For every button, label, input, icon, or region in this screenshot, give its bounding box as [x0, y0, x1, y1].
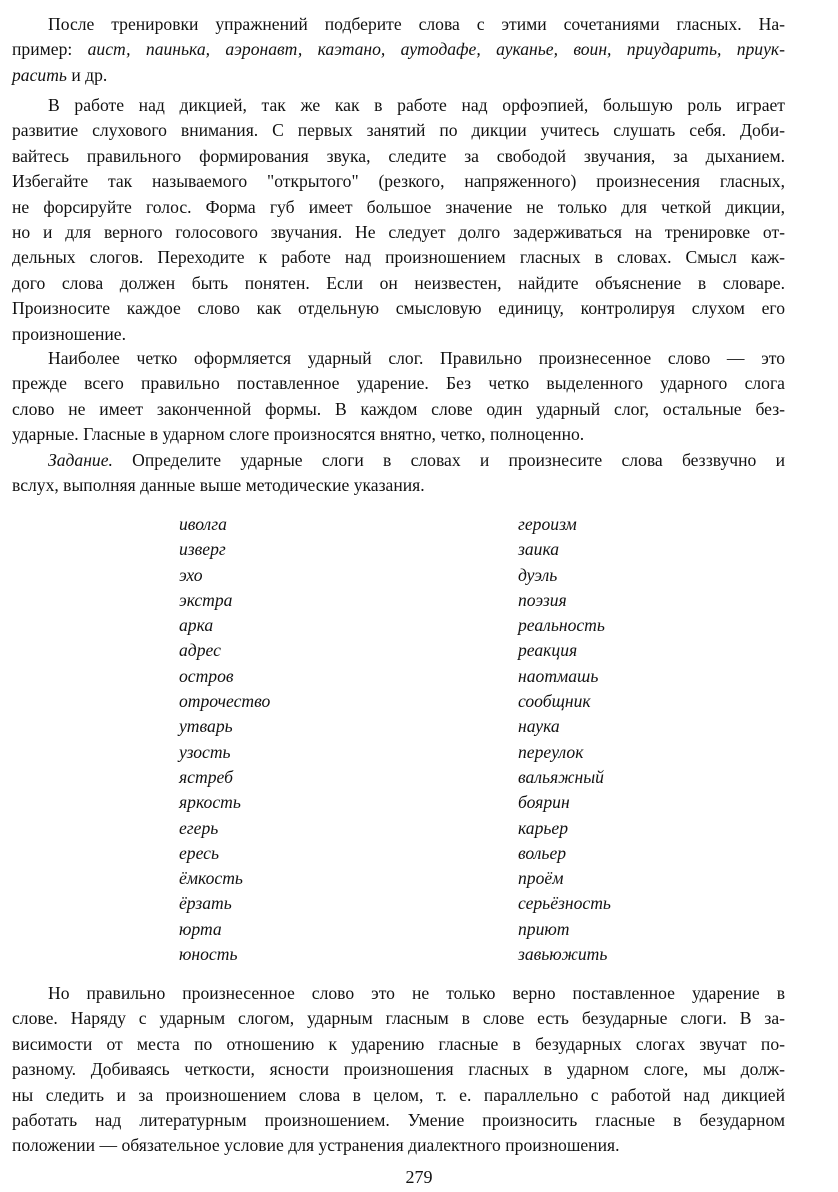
- text-line: Избегайте так называемого "открытого" (резкого, напряженного) произнесения гласных,: [12, 171, 785, 192]
- text-line: Но правильно произнесенное слово это не только верно поставленное ударение в: [48, 983, 785, 1003]
- text-line: ны следить и за произношением слова в целом, т. е. параллельно с работой над дикцией: [12, 1084, 785, 1105]
- task-instruction: [12, 448, 785, 499]
- list-item: иволга: [179, 514, 227, 534]
- list-item: яркость: [179, 792, 241, 813]
- paragraph-stressed-syllable: [12, 346, 785, 448]
- text-fragment: Определите ударные слоги в словах и произнесите слова беззвучно и: [112, 450, 785, 470]
- list-item: юрта: [179, 918, 222, 939]
- list-item: ёрзать: [179, 893, 232, 914]
- example-words: аист, паинька, аэронавт, каэтано, аутодафе, ауканье, воин, приударить, приук-: [87, 39, 785, 60]
- text-line: вслух, выполняя данные выше методические указания.: [12, 475, 425, 496]
- text-line: не форсируйте голос. Форма губ имеет большое значение не только для четкой дикции,: [12, 196, 785, 217]
- text-line: ударные. Гласные в ударном слоге произносятся внятно, четко, полноценно.: [12, 424, 585, 445]
- text-line: В работе над дикцией, так же как в работе над орфоэпией, большую роль играет: [48, 95, 785, 115]
- text-line: работать над литературным произношением. Умение произносить гласные в безударном: [12, 1110, 785, 1131]
- text-line: вайтесь правильного формирования звука, следите за свободой звучания, за дыханием.: [12, 145, 785, 166]
- list-item: карьер: [518, 817, 568, 838]
- task-label: Задание.: [48, 450, 113, 470]
- text-line: разному. Добиваясь четкости, ясности произношения гласных в ударном слоге, мы долж-: [12, 1059, 785, 1080]
- text-line: Произносите каждое слово как отдельную смысловую единицу, контролируя слухом его: [12, 298, 785, 319]
- text-line: но и для верного голосового звучания. Не следует долго задерживаться на тренировке от-: [12, 222, 785, 243]
- list-item: ересь: [179, 842, 219, 863]
- list-item: приют: [518, 918, 570, 939]
- text-fragment: пример:: [12, 39, 88, 60]
- page-number: 279: [405, 1167, 433, 1187]
- list-item: заика: [518, 539, 560, 560]
- list-item: арка: [179, 615, 214, 636]
- list-item: юность: [179, 944, 238, 965]
- list-item: переулок: [518, 741, 584, 762]
- text-line: висимости от места по отношению к ударению гласные в безударных слогах звучат по-: [12, 1033, 785, 1054]
- list-item: ястреб: [179, 766, 233, 787]
- list-item: реакция: [518, 640, 578, 661]
- word-column-left: [179, 512, 270, 967]
- list-item: серьёзность: [518, 893, 611, 914]
- paragraph-diction-hearing: [12, 93, 785, 347]
- text-line: произношение.: [12, 323, 126, 344]
- list-item: вольер: [518, 842, 567, 863]
- list-item: адрес: [179, 640, 221, 661]
- text-line: слово не имеет законченной формы. В каждом слове один ударный слог, остальные без-: [12, 398, 785, 419]
- list-item: героизм: [518, 514, 577, 534]
- text-fragment: и др.: [66, 64, 108, 85]
- list-item: ёмкость: [179, 868, 243, 889]
- list-item: сообщник: [518, 691, 591, 712]
- list-item: поэзия: [518, 589, 567, 610]
- list-item: изверг: [179, 539, 226, 560]
- list-item: проём: [518, 868, 564, 889]
- text-line: положении — обязательное условие для устранения диалектного произношения.: [12, 1135, 620, 1156]
- list-item: эхо: [179, 564, 203, 585]
- list-item: завьюжить: [518, 944, 608, 965]
- list-item: остров: [179, 665, 234, 686]
- text-line: развитие слухового внимания. С первых занятий по дикции учитесь слушать себя. Доби-: [12, 120, 785, 141]
- list-item: отрочество: [179, 691, 271, 712]
- list-item: вальяжный: [518, 766, 604, 787]
- word-column-right: [518, 512, 611, 967]
- text-line: дельных слогов. Переходите к работе над произношением гласных в словах. Смысл каж-: [12, 247, 785, 268]
- text-line: дого слова должен быть понятен. Если он неизвестен, найдите объяснение в словаре.: [12, 272, 785, 293]
- paragraph-exercise-intro: [12, 12, 785, 88]
- list-item: утварь: [179, 716, 233, 737]
- text-line: прежде всего правильно поставленное ударение. Без четко выделенного ударного слога: [12, 373, 785, 394]
- list-item: узость: [179, 741, 231, 762]
- text-line: [12, 63, 785, 88]
- text-line: слове. Наряду с ударным слогом, ударным гласным в слове есть безударные слоги. В за-: [12, 1008, 785, 1029]
- list-item: боярин: [518, 792, 570, 813]
- text-line: После тренировки упражнений подберите слова с этими сочетаниями гласных. На-: [48, 14, 785, 34]
- paragraph-unstressed-syllables: [12, 981, 785, 1159]
- example-word: расить: [12, 64, 67, 85]
- text-line: [12, 448, 785, 473]
- list-item: наука: [518, 716, 560, 737]
- list-item: наотмашь: [518, 665, 599, 686]
- list-item: экстра: [179, 589, 233, 610]
- text-line: Наиболее четко оформляется ударный слог. Правильно произнесенное слово — это: [48, 348, 785, 368]
- list-item: егерь: [179, 817, 219, 838]
- text-line: [12, 37, 785, 62]
- list-item: дуэль: [518, 564, 558, 585]
- list-item: реальность: [518, 615, 605, 636]
